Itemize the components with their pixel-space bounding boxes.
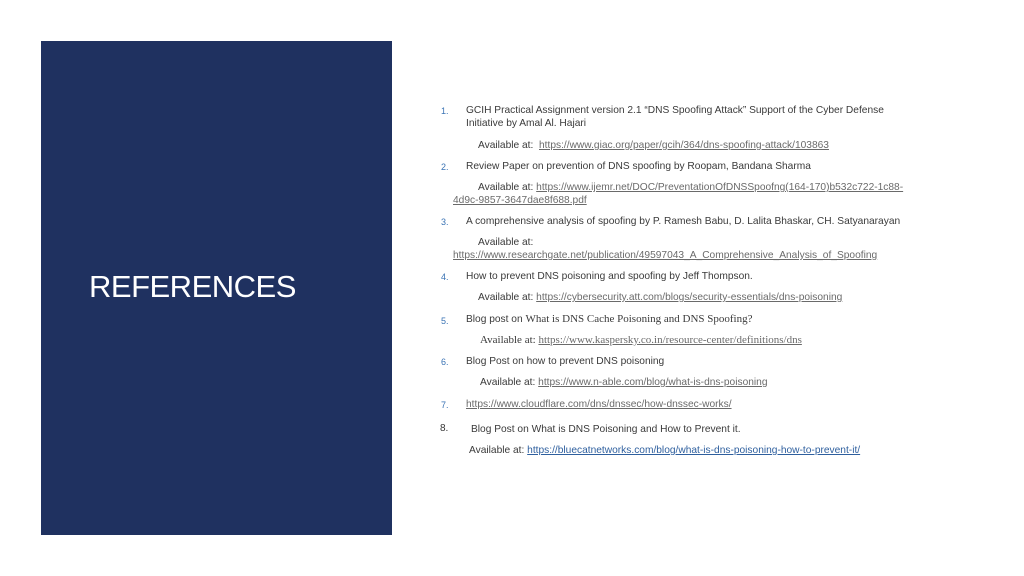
reference-link[interactable]: https://cybersecurity.att.com/blogs/security-essentials/dns-poisoning — [536, 292, 843, 303]
available-label: Available at: — [478, 140, 534, 151]
reference-text: Review Paper on prevention of DNS spoofing by Roopam, Bandana Sharma — [466, 161, 811, 172]
reference-link[interactable]: https://www.kaspersky.co.in/resource-center/definitions/dns — [538, 334, 802, 346]
reference-number: 5. — [441, 316, 449, 326]
reference-link[interactable]: https://www.ijemr.net/DOC/PreventationOfDNSSpoofng(164-170)b532c722-1c88- — [536, 182, 904, 193]
reference-number: 8. — [440, 423, 449, 434]
reference-number: 1. — [441, 106, 449, 116]
reference-link[interactable]: https://www.researchgate.net/publication/49597043_A_Comprehensive_Analysis_of_Spoofing — [453, 250, 878, 261]
available-label: Available at: — [469, 445, 525, 456]
reference-number: 2. — [441, 162, 449, 172]
reference-available — [478, 139, 829, 152]
reference-link-continued — [453, 194, 587, 207]
reference-number: 4. — [441, 272, 449, 282]
available-label: Available at: — [478, 237, 534, 248]
available-label: Available at: — [480, 334, 536, 346]
reference-number: 7. — [441, 400, 449, 410]
reference-text: Blog Post on What is DNS Poisoning and How to Prevent it. — [471, 424, 741, 435]
reference-available — [469, 444, 860, 457]
reference-available — [480, 334, 802, 347]
reference-text: Blog Post on how to prevent DNS poisoning — [466, 356, 665, 367]
available-label: Available at: — [478, 182, 534, 193]
reference-link[interactable]: https://www.n-able.com/blog/what-is-dns-poisoning — [538, 377, 768, 388]
reference-text-prefix: Blog post on — [466, 314, 523, 325]
reference-link[interactable]: https://www.cloudflare.com/dns/dnssec/how-dnssec-works/ — [466, 399, 732, 410]
reference-link[interactable]: https://bluecatnetworks.com/blog/what-is-dns-poisoning-how-to-prevent-it/ — [527, 445, 861, 456]
reference-text — [466, 313, 753, 326]
reference-available — [478, 181, 903, 194]
reference-available — [480, 376, 768, 389]
reference-text-title: What is DNS Cache Poisoning and DNS Spoofing? — [525, 313, 753, 325]
reference-text: A comprehensive analysis of spoofing by P. Ramesh Babu, D. Lalita Bhaskar, CH. Satyanarayan — [466, 216, 901, 227]
reference-number: 6. — [441, 357, 449, 367]
reference-available — [453, 249, 877, 262]
reference-text: How to prevent DNS poisoning and spoofing by Jeff Thompson. — [466, 271, 753, 282]
reference-available — [466, 398, 732, 411]
reference-text: Initiative by Amal Al. Hajari — [466, 118, 587, 129]
page-title: REFERENCES — [89, 269, 296, 304]
reference-number: 3. — [441, 217, 449, 227]
reference-available — [478, 291, 842, 304]
reference-link[interactable]: https://www.giac.org/paper/gcih/364/dns-spoofing-attack/103863 — [539, 140, 829, 151]
available-label: Available at: — [480, 377, 536, 388]
available-label: Available at: — [478, 292, 534, 303]
reference-text: GCIH Practical Assignment version 2.1 “DNS Spoofing Attack” Support of the Cyber Defense — [466, 105, 884, 116]
reference-link[interactable]: 4d9c-9857-3647dae8f688.pdf — [453, 195, 587, 206]
